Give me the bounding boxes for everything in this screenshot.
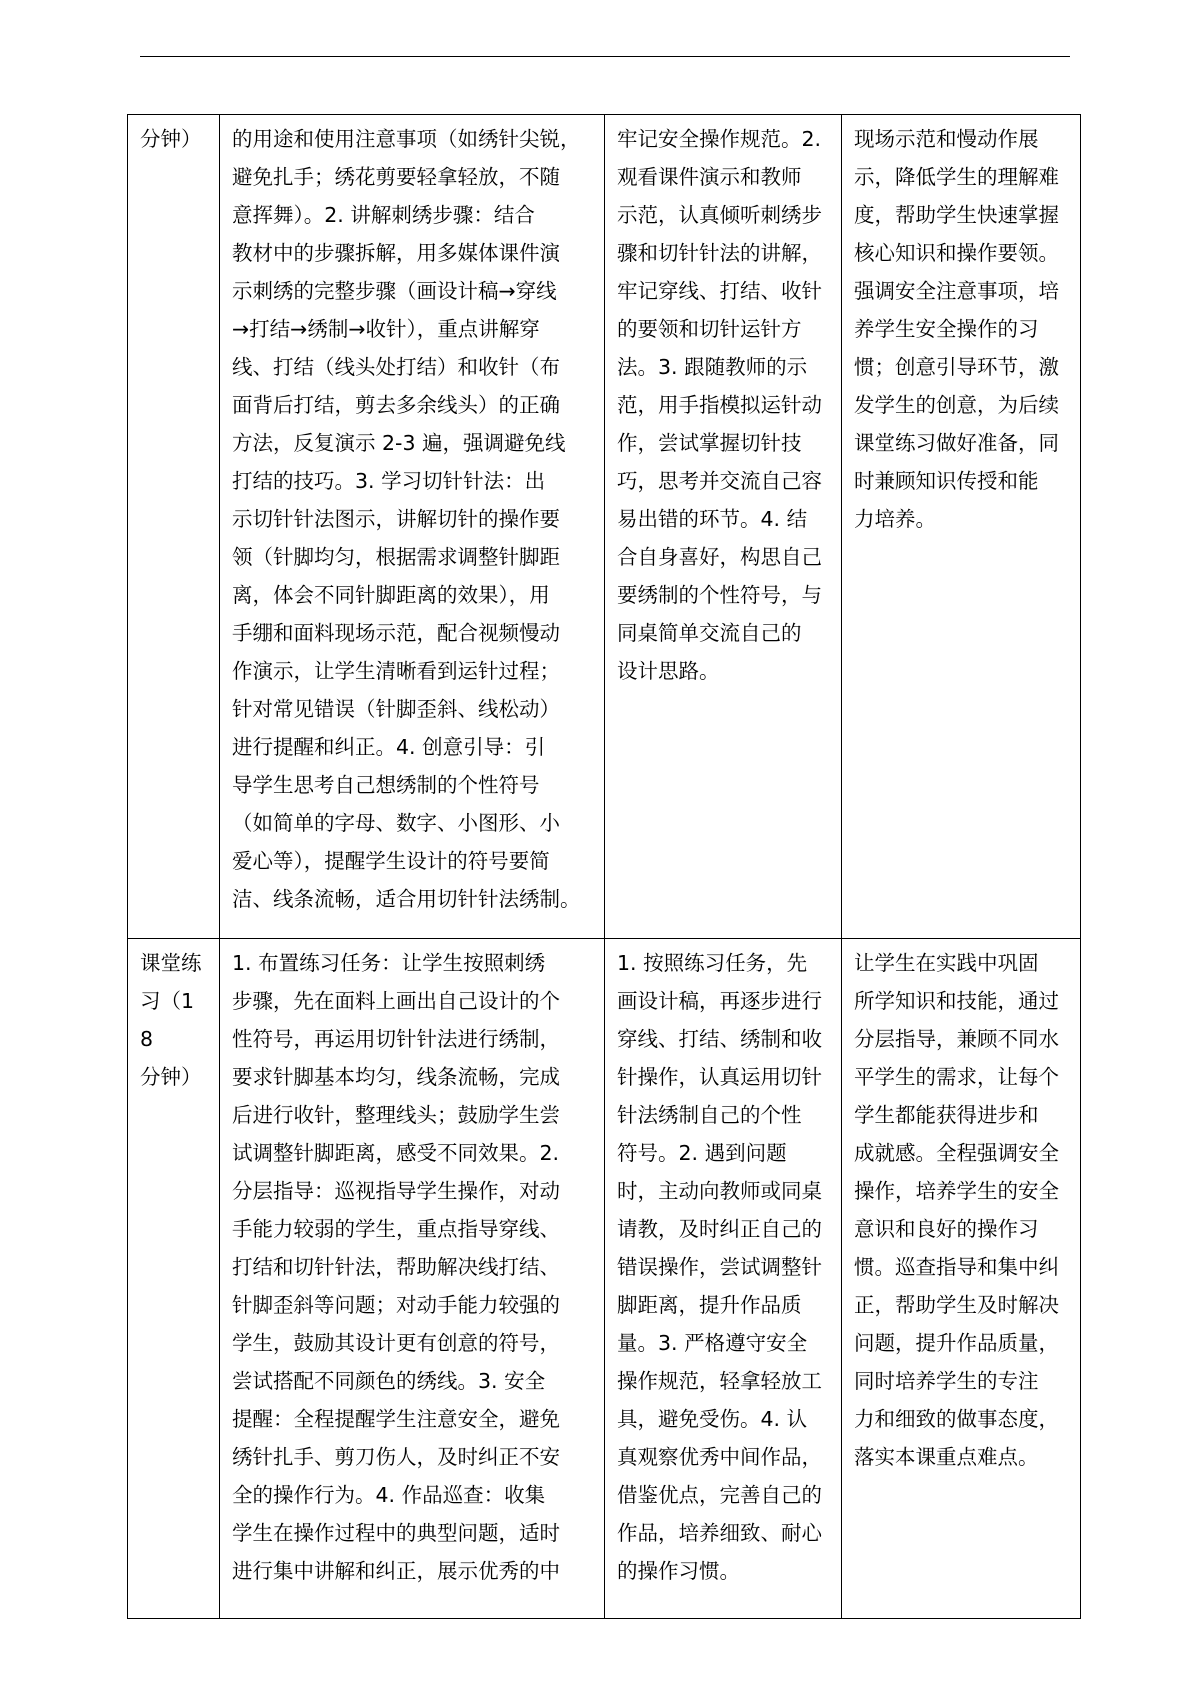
stage-cell: 分钟） <box>128 115 220 939</box>
student-activity-cell: 1. 按照练习任务，先 画设计稿，再逐步进行 穿线、打结、绣制和收 针操作，认真运用切针 针法绣制自己的个性 符号。2. 遇到问题 时，主动向教师或同桌 请教，及时纠正自己的 错误操作，尝试调整针 脚距离，提升作品质 量。3. 严格遵守安全 操作规范，轻拿轻放工 具，避免受伤。4. 认 真观察优秀中间作品， 借鉴优点，完善自己的 作品，培养细致、耐心 的操作习惯。 <box>605 939 842 1619</box>
design-intent-cell: 现场示范和慢动作展 示，降低学生的理解难 度，帮助学生快速掌握 核心知识和操作要领。 强调安全注意事项，培 养学生安全操作的习 惯；创意引导环节，激 发学生的创意，为后续 课堂练习做好准备，同 时兼顾知识传授和能 力培养。 <box>842 115 1081 939</box>
teacher-activity-cell: 的用途和使用注意事项（如绣针尖锐， 避免扎手；绣花剪要轻拿轻放，不随 意挥舞）。2. 讲解刺绣步骤：结合 教材中的步骤拆解，用多媒体课件演 示刺绣的完整步骤（画设计稿→穿线 →打结→绣制→收针），重点讲解穿 线、打结（线头处打结）和收针（布 面背后打结，剪去多余线头）的正确 方法，反复演示 2-3 遍，强调避免线 打结的技巧。3. 学习切针针法：出 示切针针法图示，讲解切针的操作要 领（针脚均匀，根据需求调整针脚距 离，体会不同针脚距离的效果），用 手绷和面料现场示范，配合视频慢动 作演示，让学生清晰看到运针过程； 针对常见错误（针脚歪斜、线松动） 进行提醒和纠正。4. 创意引导：引 导学生思考自己想绣制的个性符号 （如简单的字母、数字、小图形、小 爱心等），提醒学生设计的符号要简 洁、线条流畅，适合用切针针法绣制。 <box>220 115 605 939</box>
stage-cell: 课堂练 习（18 分钟） <box>128 939 220 1619</box>
student-activity-cell: 牢记安全操作规范。2. 观看课件演示和教师 示范，认真倾听刺绣步 骤和切针针法的讲解， 牢记穿线、打结、收针 的要领和切针运针方 法。3. 跟随教师的示 范，用手指模拟运针动 作，尝试掌握切针技 巧，思考并交流自己容 易出错的环节。4. 结 合自身喜好，构思自己 要绣制的个性符号，与 同桌简单交流自己的 设计思路。 <box>605 115 842 939</box>
design-intent-cell: 让学生在实践中巩固 所学知识和技能，通过 分层指导，兼顾不同水 平学生的需求，让每个 学生都能获得进步和 成就感。全程强调安全 操作，培养学生的安全 意识和良好的操作习 惯。巡查指导和集中纠 正，帮助学生及时解决 问题，提升作品质量， 同时培养学生的专注 力和细致的做事态度， 落实本课重点难点。 <box>842 939 1081 1619</box>
lesson-plan-table <box>127 114 1081 1619</box>
teacher-activity-cell: 1. 布置练习任务：让学生按照刺绣 步骤，先在面料上画出自己设计的个 性符号，再运用切针针法进行绣制， 要求针脚基本均匀，线条流畅，完成 后进行收针，整理线头；鼓励学生尝 试调整针脚距离，感受不同效果。2. 分层指导：巡视指导学生操作，对动 手能力较弱的学生，重点指导穿线、 打结和切针针法，帮助解决线打结、 针脚歪斜等问题；对动手能力较强的 学生，鼓励其设计更有创意的符号， 尝试搭配不同颜色的绣线。3. 安全 提醒：全程提醒学生注意安全，避免 绣针扎手、剪刀伤人，及时纠正不安 全的操作行为。4. 作品巡查：收集 学生在操作过程中的典型问题，适时 进行集中讲解和纠正，展示优秀的中 <box>220 939 605 1619</box>
table-row <box>128 115 1081 939</box>
header-rule <box>140 56 1070 57</box>
table-row <box>128 939 1081 1619</box>
